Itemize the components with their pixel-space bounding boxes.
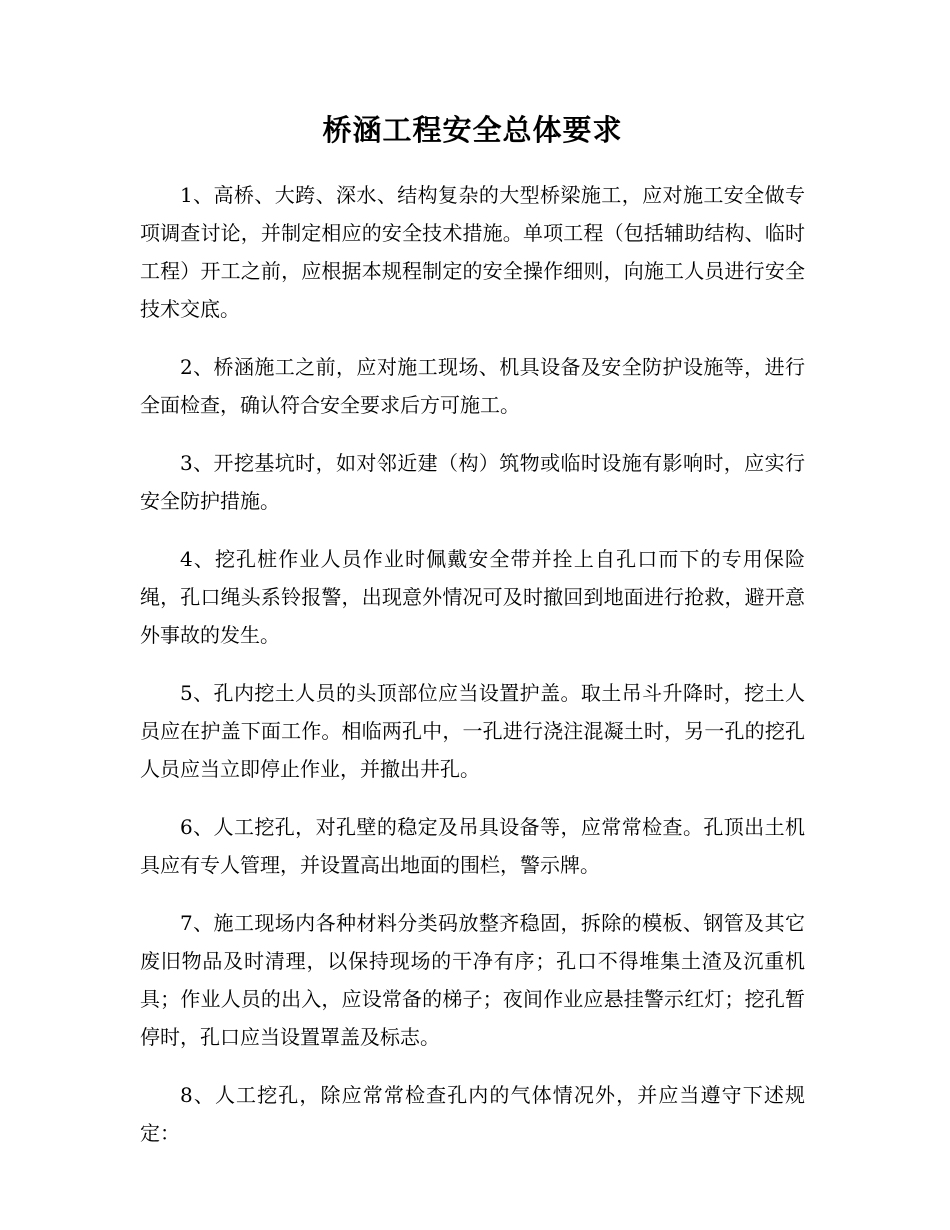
paragraph-7: 7、施工现场内各种材料分类码放整齐稳固，拆除的模板、钢管及其它废旧物品及时清理，以保持现场的干净有序；孔口不得堆集土渣及沉重机具；作业人员的出入，应设常备的梯子；夜间作业应悬挂警示红灯；挖孔暂停时，孔口应当设置罩盖及标志。: [140, 911, 805, 1049]
paragraph-8: 8、人工挖孔，除应常常检查孔内的气体情况外，并应当遵守下述规定：: [140, 1083, 805, 1145]
paragraph-6: 6、人工挖孔，对孔壁的稳定及吊具设备等，应常常检查。孔顶出土机具应有专人管理，并设置高出地面的围栏，警示牌。: [140, 815, 805, 877]
document-title: 桥涵工程安全总体要求: [322, 113, 623, 147]
paragraph-2: 2、桥涵施工之前，应对施工现场、机具设备及安全防护设施等，进行全面检查，确认符合安全要求后方可施工。: [140, 355, 805, 417]
document-page: [140, 100, 805, 1172]
paragraph-1: 1、高桥、大跨、深水、结构复杂的大型桥梁施工，应对施工安全做专项调查讨论，并制定相应的安全技术措施。单项工程（包括辅助结构、临时工程）开工之前，应根据本规程制定的安全操作细则，向施工人员进行安全技术交底。: [140, 183, 805, 321]
paragraph-5: 5、孔内挖土人员的头顶部位应当设置护盖。取土吊斗升降时，挖土人员应在护盖下面工作。相临两孔中，一孔进行浇注混凝土时，另一孔的挖孔人员应当立即停止作业，并撤出井孔。: [140, 681, 805, 781]
paragraph-4: 4、挖孔桩作业人员作业时佩戴安全带并拴上自孔口而下的专用保险绳，孔口绳头系铃报警，出现意外情况可及时撤回到地面进行抢救，避开意外事故的发生。: [140, 547, 805, 647]
paragraph-3: 3、开挖基坑时，如对邻近建（构）筑物或临时设施有影响时，应实行安全防护措施。: [140, 451, 805, 513]
